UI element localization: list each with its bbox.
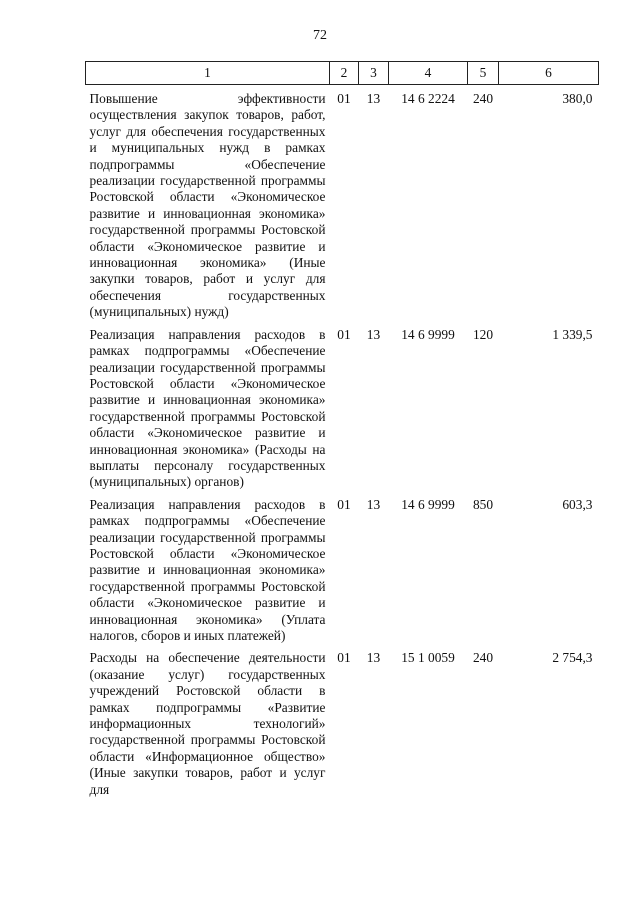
row-section: 01: [337, 650, 351, 666]
column-header: 2: [330, 62, 359, 85]
page-number: 72: [313, 28, 327, 43]
row-subsection: 13: [366, 650, 381, 666]
row-description: Расходы на обеспечение деятельности (оказание услуг) государственных учреждений Ростовской области в рамках подпрограммы «Развитие информационных технологий» государственной программы Ростовской области «Информационное общество» (Иные закупки товаров, работ и услуг для: [89, 650, 326, 797]
table-row: [86, 85, 599, 321]
row-amount: 380,0: [562, 91, 593, 106]
row-expense-type: 240: [472, 650, 494, 666]
column-header: 4: [389, 62, 468, 85]
column-header: 5: [468, 62, 499, 85]
row-description: Реализация направления расходов в рамках подпрограммы «Обеспечение реализации государственной программы Ростовской области «Экономическое развитие и инновационная экономика» государственной программы Ростовской области «Экономическое развитие и инновационная экономика» (Расходы на выплаты персоналу государственных (муниципальных) органов): [89, 326, 326, 490]
row-amount: 603,3: [562, 496, 593, 512]
row-expense-type: 850: [472, 496, 494, 512]
table-row: [86, 491, 599, 645]
column-header: 3: [359, 62, 389, 85]
table-header-row: [86, 62, 599, 85]
row-expense-type: 120: [472, 326, 494, 342]
row-section: 01: [337, 326, 351, 342]
row-description: Реализация направления расходов в рамках подпрограммы «Обеспечение реализации государственной программы Ростовской области «Экономическое развитие и инновационная экономика» государственной программы Ростовской области «Экономическое развитие и инновационная экономика» (Уплата налогов, сборов и иных платежей): [89, 496, 326, 643]
row-subsection: 13: [366, 496, 381, 512]
column-header: 6: [499, 62, 599, 85]
row-section: 01: [337, 496, 351, 512]
row-subsection: 13: [366, 326, 381, 342]
row-description: Повышение эффективности осуществления закупок товаров, работ, услуг для обеспечения государственных и муниципальных нужд в рамках подпрограммы «Обеспечение реализации государственной программы Ростовской области «Экономическое развитие и инновационная экономика» государственной программы Ростовской области «Экономическое развитие и инновационная экономика» (Иные закупки товаров, работ и услуг для обеспечения государственных (муниципальных) нужд): [89, 91, 326, 320]
row-expense-type: 240: [472, 91, 494, 106]
column-header: 1: [86, 62, 330, 85]
row-target: 14 6 9999: [401, 326, 455, 342]
row-amount: 1 339,5: [552, 326, 593, 342]
table-row: [86, 644, 599, 798]
budget-table: [85, 61, 599, 798]
row-target: 14 6 9999: [401, 496, 455, 512]
row-section: 01: [337, 91, 351, 106]
row-subsection: 13: [366, 91, 381, 106]
table-row: [86, 321, 599, 491]
row-target: 15 1 0059: [401, 650, 455, 666]
row-amount: 2 754,3: [552, 650, 593, 666]
row-target: 14 6 2224: [401, 91, 455, 106]
